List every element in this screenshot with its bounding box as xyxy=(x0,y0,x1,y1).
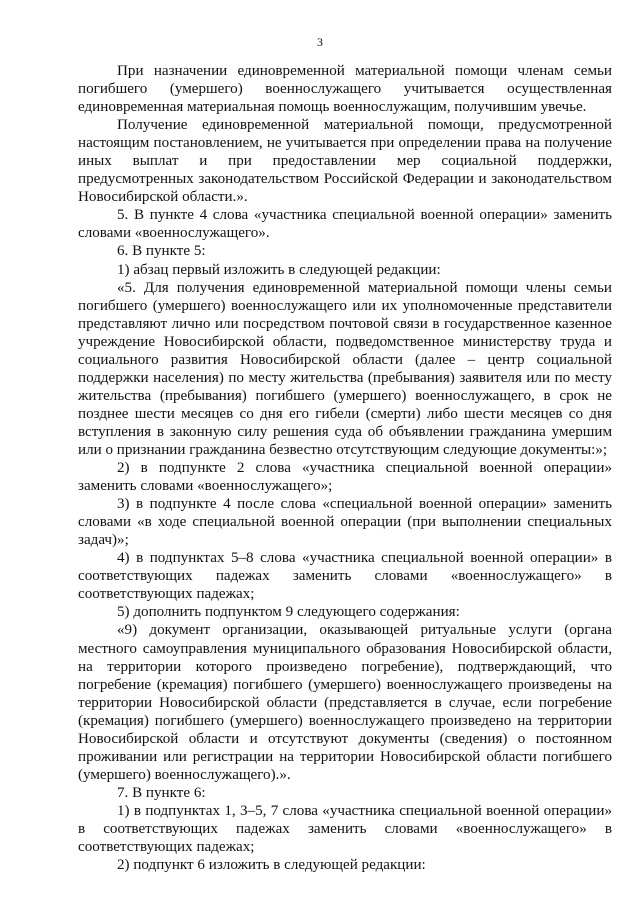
paragraph: «5. Для получения единовременной материальной помощи члены семьи погибшего (умершего) военнослужащего или их уполномоченные представители представляют лично или посредством почтовой связи в государственное казенное учреждение Новосибирской области, подведомственное министерству труда и социального развития Новосибирской области (далее – центр социальной поддержки населения) по месту жительства (пребывания) заявителя или по месту жительства (пребывания) погибшего (умершего) военнослужащего, в срок не позднее шести месяцев со дня его гибели (смерти) либо шести месяцев со дня вступления в законную силу решения суда об объявлении гражданина умершим или о признании гражданина безвестно отсутствующим следующие документы:»; xyxy=(78,279,612,458)
paragraph: 6. В пункте 5: xyxy=(117,243,206,260)
paragraph: Получение единовременной материальной помощи, предусмотренной настоящим постановлением, не учитывается при определении права на получение иных выплат и при предоставлении мер социальной поддержки, предусмотренных законодательством Российской Федерации и законодательством Новосибирской области.». xyxy=(78,117,612,206)
paragraph: 2) подпункт 6 изложить в следующей редакции: xyxy=(117,857,426,874)
paragraph: 1) абзац первый изложить в следующей редакции: xyxy=(117,261,441,278)
paragraph: 5) дополнить подпунктом 9 следующего содержания: xyxy=(117,604,460,621)
paragraph: 5. В пункте 4 слова «участника специальной военной операции» заменить словами «военнослужащего». xyxy=(78,207,612,242)
page-number: 3 xyxy=(317,37,323,49)
paragraph: При назначении единовременной материальной помощи членам семьи погибшего (умершего) военнослужащего учитывается осуществленная единовременная материальная помощь военнослужащим, получившим увечье. xyxy=(78,63,612,116)
paragraph: 1) в подпунктах 1, 3–5, 7 слова «участника специальной военной операции» в соответствующих падежах заменить словами «военнослужащего» в соответствующих падежах; xyxy=(78,802,612,856)
document-body xyxy=(78,62,612,874)
paragraph: 2) в подпункте 2 слова «участника специальной военной операции» заменить словами «военнослужащего»; xyxy=(78,460,612,495)
paragraph: 4) в подпунктах 5–8 слова «участника специальной военной операции» в соответствующих падежах заменить словами «военнослужащего» в соответствующих падежах; xyxy=(78,550,612,603)
paragraph: «9) документ организации, оказывающей ритуальные услуги (органа местного самоуправления муниципального образования Новосибирской области, на территории которого произведено погребение), подтверждающий, что погребение (кремация) погибшего (умершего) военнослужащего произведены на территории Новосибирской области (представляется в случае, если погребение (кремация) погибшего (умершего) военнослужащего произведено на территории Новосибирской области и отсутствуют документы (сведения) о постоянном проживании или регистрации на территории Новосибирской области погибшего (умершего) военнослужащего).». xyxy=(78,622,612,783)
paragraph: 7. В пункте 6: xyxy=(117,784,206,801)
paragraph: 3) в подпункте 4 после слова «специальной военной операции» заменить словами «в ходе специальной военной операции (при выполнении специальных задач)»; xyxy=(78,496,612,549)
